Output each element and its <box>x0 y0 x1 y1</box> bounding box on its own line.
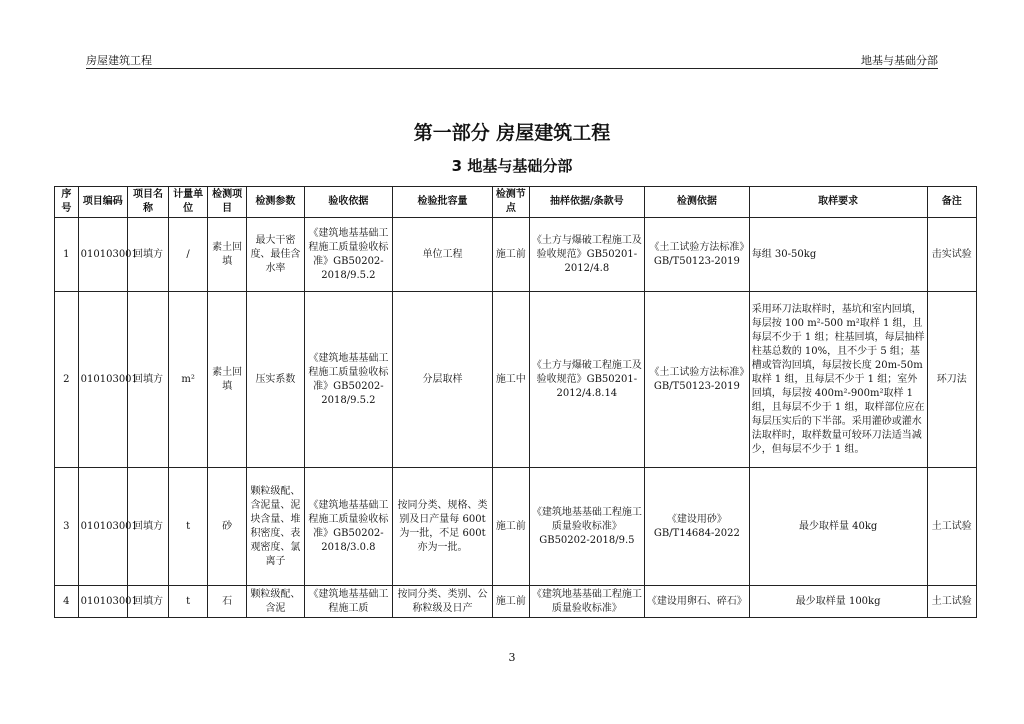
cell-capacity: 分层取样 <box>393 292 493 468</box>
cell-name: 回填方 <box>127 586 168 618</box>
cell-node: 施工前 <box>492 468 529 586</box>
header-left: 房屋建筑工程 <box>86 54 152 67</box>
cell-item: 素土回填 <box>208 292 247 468</box>
header-right: 地基与基础分部 <box>861 54 938 67</box>
cell-no: 4 <box>55 586 79 618</box>
cell-unit: / <box>169 218 208 292</box>
cell-note: 击实试验 <box>927 218 976 292</box>
cell-param: 颗粒级配、含泥 <box>247 586 305 618</box>
col-header: 检测依据 <box>644 187 749 218</box>
col-header: 项目编码 <box>78 187 127 218</box>
cell-param: 最大干密度、最佳含水率 <box>247 218 305 292</box>
cell-sampling: 《土方与爆破工程施工及验收规范》GB50201-2012/4.8.14 <box>529 292 644 468</box>
cell-sampling: 《建筑地基基础工程施工质量验收标准》 <box>529 586 644 618</box>
cell-basis: 《建筑地基基础工程施工质 <box>304 586 392 618</box>
cell-note: 环刀法 <box>927 292 976 468</box>
col-header: 验收依据 <box>304 187 392 218</box>
cell-no: 1 <box>55 218 79 292</box>
cell-capacity: 单位工程 <box>393 218 493 292</box>
page-number: 3 <box>508 651 516 664</box>
cell-method: 《土工试验方法标准》GB/T50123-2019 <box>644 292 749 468</box>
cell-code: 010103001 <box>78 218 127 292</box>
col-header: 抽样依据/条款号 <box>529 187 644 218</box>
table-row <box>55 218 977 292</box>
col-header: 计量单位 <box>169 187 208 218</box>
col-header: 检测参数 <box>247 187 305 218</box>
cell-param: 压实系数 <box>247 292 305 468</box>
col-header: 取样要求 <box>749 187 927 218</box>
cell-item: 石 <box>208 586 247 618</box>
table-row <box>55 468 977 586</box>
cell-no: 3 <box>55 468 79 586</box>
cell-item: 素土回填 <box>208 218 247 292</box>
cell-node: 施工中 <box>492 292 529 468</box>
cell-capacity: 按同分类、规格、类别及日产量每 600t 为一批，不足 600t 亦为一批。 <box>393 468 493 586</box>
page-title: 第一部分 房屋建筑工程 <box>413 122 611 144</box>
col-header: 项目名称 <box>127 187 168 218</box>
cell-item: 砂 <box>208 468 247 586</box>
cell-sampling: 《建筑地基基础工程施工质量验收标准》GB50202-2018/9.5 <box>529 468 644 586</box>
cell-method: 《建设用卵石、碎石》 <box>644 586 749 618</box>
cell-method: 《土工试验方法标准》GB/T50123-2019 <box>644 218 749 292</box>
table-row <box>55 292 977 468</box>
table-row <box>55 586 977 618</box>
section-title: 3 地基与基础分部 <box>451 157 573 175</box>
cell-name: 回填方 <box>127 468 168 586</box>
col-header: 备注 <box>927 187 976 218</box>
table-header-row <box>55 187 977 218</box>
cell-code: 010103001 <box>78 586 127 618</box>
col-header: 检验批容量 <box>393 187 493 218</box>
cell-basis: 《建筑地基基础工程施工质量验收标准》GB50202-2018/3.0.8 <box>304 468 392 586</box>
cell-requirement: 最少取样量 100kg <box>749 586 927 618</box>
cell-name: 回填方 <box>127 218 168 292</box>
cell-basis: 《建筑地基基础工程施工质量验收标准》GB50202-2018/9.5.2 <box>304 218 392 292</box>
col-header: 检测项目 <box>208 187 247 218</box>
cell-basis: 《建筑地基基础工程施工质量验收标准》GB50202-2018/9.5.2 <box>304 292 392 468</box>
col-header: 检测节点 <box>492 187 529 218</box>
cell-unit: t <box>169 468 208 586</box>
cell-method: 《建设用砂》GB/T14684-2022 <box>644 468 749 586</box>
cell-requirement: 采用环刀法取样时，基坑和室内回填，每层按 100 m²-500 m²取样 1 组，且每层不少于 1 组；柱基回填，每层抽样柱基总数的 10%，且不少于 5 组；基槽或管沟回填，每层按长度 20m-50m 取样 1 组，且每层不少于 1 组；室外回填，每层按 400m²-900m²取样 1 组，且每层不少于 1 组，取样部位应在每层压实后的下半部。采用灌砂或灌水法取样时，取样数量可较环刀法适当减少，但每层不少于 1 组。 <box>749 292 927 468</box>
cell-code: 010103001 <box>78 292 127 468</box>
cell-no: 2 <box>55 292 79 468</box>
cell-node: 施工前 <box>492 586 529 618</box>
cell-sampling: 《土方与爆破工程施工及验收规范》GB50201-2012/4.8 <box>529 218 644 292</box>
cell-code: 010103001 <box>78 468 127 586</box>
cell-unit: t <box>169 586 208 618</box>
running-header <box>86 50 938 69</box>
col-header: 序号 <box>55 187 79 218</box>
inspection-table <box>54 186 977 618</box>
cell-name: 回填方 <box>127 292 168 468</box>
cell-requirement: 每组 30-50kg <box>749 218 927 292</box>
cell-note: 土工试验 <box>927 468 976 586</box>
cell-param: 颗粒级配、含泥量、泥块含量、堆积密度、表观密度、氯离子 <box>247 468 305 586</box>
cell-requirement: 最少取样量 40kg <box>749 468 927 586</box>
cell-unit: m² <box>169 292 208 468</box>
cell-note: 土工试验 <box>927 586 976 618</box>
cell-node: 施工前 <box>492 218 529 292</box>
cell-capacity: 按同分类、类别、公称粒级及日产 <box>393 586 493 618</box>
